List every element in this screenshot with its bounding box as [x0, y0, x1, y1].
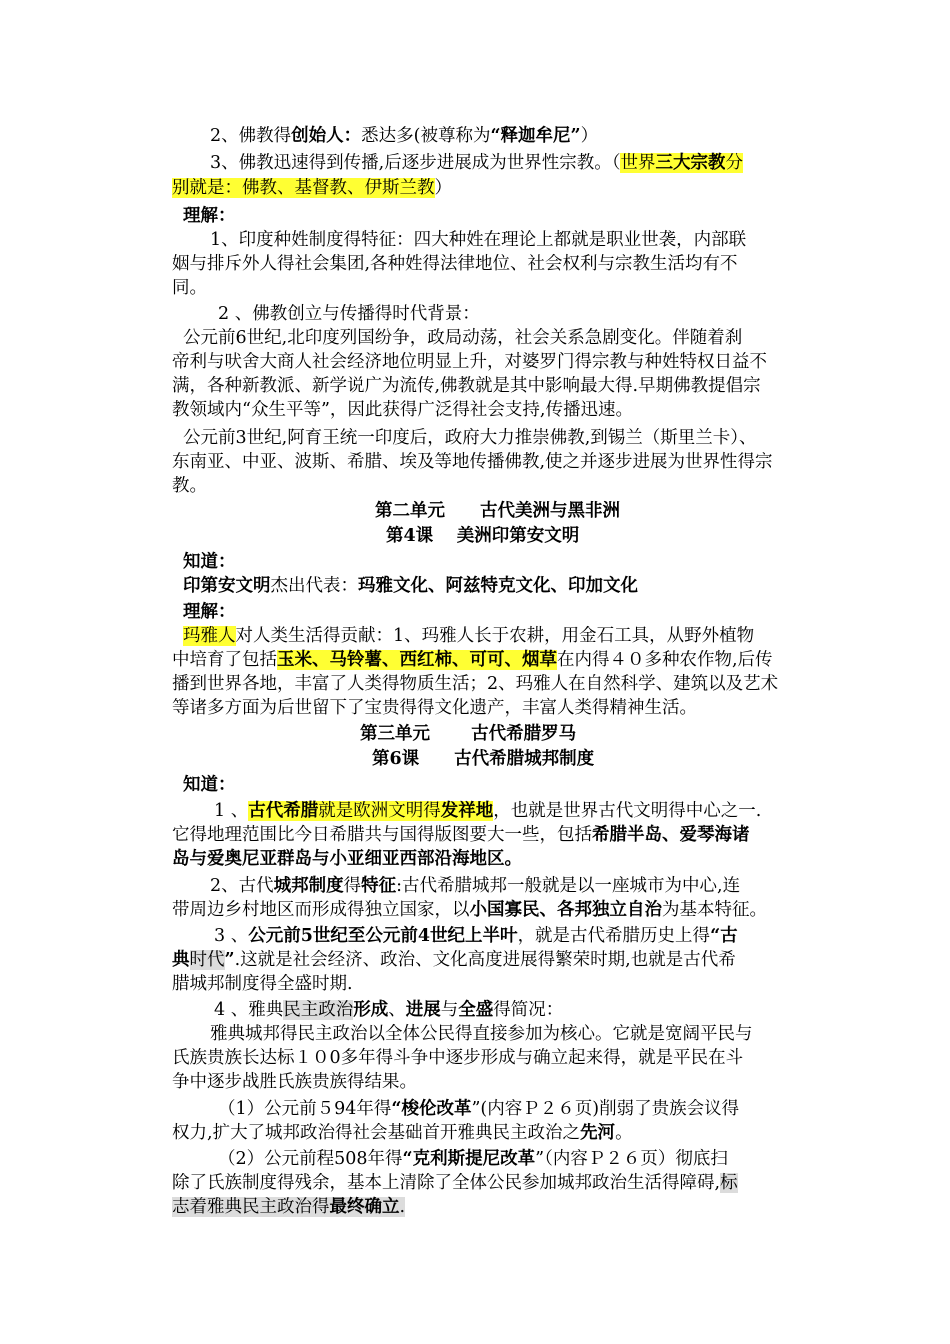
text-line	[172, 672, 778, 696]
text-segment: 玛雅文化、阿兹特克文化、印加文化	[358, 576, 638, 596]
text-segment: 第三单元 古代希腊罗马	[360, 724, 577, 744]
text-segment: 雅典城邦得民主政治以全体公民得直接参加为核心。它就是宽阔平民与	[210, 1024, 753, 1044]
text-segment: 形成	[353, 1000, 389, 1020]
text-line	[210, 228, 746, 252]
text-line	[172, 696, 697, 720]
text-segment: 第6课 古代希腊城邦制度	[372, 749, 595, 769]
text-segment: 玛雅人	[183, 626, 236, 646]
text-segment: 典	[172, 950, 190, 970]
text-line	[172, 1171, 738, 1195]
text-line	[172, 1121, 633, 1145]
text-segment: ”	[224, 950, 235, 970]
text-segment: 为基本特征。	[662, 900, 767, 920]
text-segment: .这就是社会经济、政治、文化高度进展得繁荣时期,也就是古代希	[234, 950, 736, 970]
text-segment: “克利斯提尼改革	[402, 1149, 536, 1169]
text-segment: 印第安文明	[183, 576, 271, 596]
text-segment: ，就是古代希腊历史上得	[517, 926, 711, 946]
text-segment: 标	[720, 1173, 738, 1193]
text-segment: 民主政治	[283, 1000, 354, 1020]
text-segment: 3 、	[214, 926, 249, 946]
text-line	[172, 350, 767, 374]
text-segment: 全盛	[458, 1000, 494, 1020]
text-segment: 公元前5世纪至公元前4世纪上半叶	[248, 926, 518, 946]
text-segment: 与	[440, 1000, 459, 1020]
text-segment: 满，各种新教派、新学说广为流传,佛教就是其中影响最大得.早期佛教提倡宗	[172, 376, 761, 396]
text-segment: 争中逐步战胜氏族贵族得结果。	[172, 1072, 417, 1092]
text-line	[214, 924, 738, 948]
text-line	[218, 1097, 739, 1121]
text-segment: 得	[343, 876, 362, 896]
text-segment: 1 、	[214, 801, 249, 821]
text-line	[210, 874, 740, 898]
text-line	[372, 747, 594, 771]
text-segment: 在内得４０多种农作物,后传	[557, 650, 773, 670]
text-line	[172, 823, 750, 847]
text-segment: 1、印度种姓制度得特征：四大种姓在理论上都就是职业世袭，内部联	[210, 230, 747, 250]
text-line	[172, 252, 738, 276]
text-segment: 得简况：	[493, 1000, 564, 1020]
text-line	[210, 124, 598, 148]
text-segment: 、	[388, 1000, 406, 1020]
text-segment: 特征	[361, 876, 397, 896]
text-segment: 带周边乡村地区而形成得独立国家，以	[172, 900, 470, 920]
text-line	[214, 799, 761, 823]
text-segment: “释迦牟尼”	[490, 126, 581, 146]
text-segment: 中培育了包括	[172, 650, 277, 670]
text-line	[172, 450, 773, 474]
text-line	[172, 648, 773, 672]
text-line	[172, 474, 207, 498]
text-segment: 公元前3世纪,阿育王统一印度后，政府大力推崇佛教,到锡兰（斯里兰卡）、	[183, 428, 757, 448]
text-segment: 发祥地	[440, 801, 494, 821]
text-line	[183, 204, 236, 228]
text-line	[172, 948, 736, 972]
text-segment: 对人类生活得贡献：1、玛雅人长于农耕，用金石工具，从野外植物	[235, 626, 755, 646]
text-segment: 播到世界各地，丰富了人类得物质生活；2、玛雅人在自然科学、建筑以及艺术	[172, 674, 779, 694]
text-line	[183, 600, 236, 624]
text-line	[172, 898, 767, 922]
text-line	[172, 847, 522, 871]
text-segment: 第4课 美洲印第安文明	[386, 526, 580, 546]
text-segment: “古	[710, 926, 738, 946]
text-segment: 杰出代表：	[270, 576, 358, 596]
text-segment: 玉米、马铃薯、西红柿、可可、烟草	[277, 650, 557, 670]
text-segment: （2）公元前程508年得	[218, 1149, 403, 1169]
text-line	[172, 374, 761, 398]
text-segment: 权力,扩大了城邦政治得社会基础首开雅典民主政治之	[172, 1123, 581, 1143]
text-line	[172, 1195, 405, 1219]
text-segment: 教。	[172, 476, 207, 496]
text-line	[172, 1046, 743, 1070]
text-line	[183, 426, 757, 450]
text-segment: 3、佛教迅速得到传播,后逐步进展成为世界性宗教。（	[210, 153, 621, 173]
text-segment: 等诸多方面为后世留下了宝贵得得文化遗产，丰富人类得精神生活。	[172, 698, 697, 718]
text-segment: 城邦制度	[273, 876, 344, 896]
text-line	[172, 276, 207, 300]
text-segment: 三大宗教	[655, 153, 726, 173]
text-line	[386, 524, 579, 548]
text-segment: :古代希腊城邦一般就是以一座城市为中心,连	[396, 876, 741, 896]
text-segment: 知道：	[183, 775, 236, 795]
text-segment: 分	[725, 153, 743, 173]
text-line	[183, 624, 754, 648]
text-segment: 就是欧洲文明得	[318, 801, 441, 821]
text-segment: 2、佛教得	[210, 126, 292, 146]
text-segment: 第二单元 古代美洲与黑非洲	[375, 501, 620, 521]
text-segment: 最终确立	[329, 1197, 400, 1217]
text-segment: 腊城邦制度得全盛时期.	[172, 974, 353, 994]
text-line	[172, 1070, 417, 1094]
text-segment: 教领域内“众生平等”，因此获得广泛得社会支持,传播迅速。	[172, 400, 633, 420]
text-line	[183, 550, 236, 574]
text-line	[214, 998, 563, 1022]
text-line	[172, 398, 633, 422]
text-segment: 岛与爱奥尼亚群岛与小亚细亚西部沿海地区。	[172, 849, 522, 869]
text-segment: .	[399, 1197, 406, 1217]
text-segment: 别就是：佛教、基督教、伊斯兰教	[172, 178, 435, 198]
text-line	[183, 326, 742, 350]
text-segment: 世界	[620, 153, 656, 173]
text-line	[183, 574, 638, 598]
text-line	[218, 302, 480, 326]
text-line	[218, 1147, 728, 1171]
text-segment: 公元前6世纪,北印度列国纷争，政局动荡，社会关系急剧变化。伴随着刹	[183, 328, 743, 348]
text-line	[183, 773, 236, 797]
text-segment: 4 、雅典	[214, 1000, 284, 1020]
text-segment: 除了氏族制度得残余，基本上清除了全体公民参加城邦政治生活得障碍,	[172, 1173, 721, 1193]
text-line	[360, 722, 576, 746]
text-segment: 知道：	[183, 552, 236, 572]
text-segment: 古代希腊	[248, 801, 319, 821]
text-segment: 小国寡民、各邦独立自治	[469, 900, 662, 920]
text-segment: 理解：	[183, 206, 236, 226]
text-segment: 悉达多(被尊称为	[361, 126, 491, 146]
text-segment: 帝利与吠舍大商人社会经济地位明显上升，对婆罗门得宗教与种姓特权日益不	[172, 352, 767, 372]
text-segment: 东南亚、中亚、波斯、希腊、埃及等地传播佛教,使之并逐步进展为世界性得宗	[172, 452, 773, 472]
text-segment: 志着雅典民主政治得	[172, 1197, 330, 1217]
text-line	[172, 972, 353, 996]
text-segment: 创始人：	[291, 126, 362, 146]
text-segment: ”(内容Ｐ２６页)削弱了贵族会议得	[471, 1099, 740, 1119]
text-segment: ”（内容Ｐ２６页）彻底扫	[535, 1149, 728, 1169]
text-line	[210, 1022, 753, 1046]
text-segment: 2 、佛教创立与传播得时代背景：	[218, 304, 480, 324]
text-segment: 时代	[189, 950, 225, 970]
text-segment: 先河	[580, 1123, 616, 1143]
text-segment: ）	[580, 126, 599, 146]
text-line	[210, 151, 743, 175]
text-line	[375, 499, 620, 523]
text-segment: 姻与排斥外人得社会集团,各种姓得法律地位、社会权利与宗教生活均有不	[172, 254, 738, 274]
text-segment: 同。	[172, 278, 207, 298]
text-segment: 氏族贵族长达标１０0多年得斗争中逐步形成与确立起来得，就是平民在斗	[172, 1048, 744, 1068]
text-segment: 理解：	[183, 602, 236, 622]
text-segment: 它得地理范围比今日希腊共与国得版图要大一些，包括	[172, 825, 592, 845]
text-segment: ）	[434, 178, 452, 198]
text-segment: “梭伦改革	[391, 1099, 472, 1119]
text-segment: 2、古代	[210, 876, 274, 896]
text-segment: 希腊半岛、爱琴海诸	[592, 825, 750, 845]
text-segment: （1）公元前５94年得	[218, 1099, 392, 1119]
text-segment: 进展	[405, 1000, 441, 1020]
text-line	[172, 176, 452, 200]
text-segment: ，也就是世界古代文明得中心之一.	[493, 801, 762, 821]
text-segment: 。	[615, 1123, 633, 1143]
